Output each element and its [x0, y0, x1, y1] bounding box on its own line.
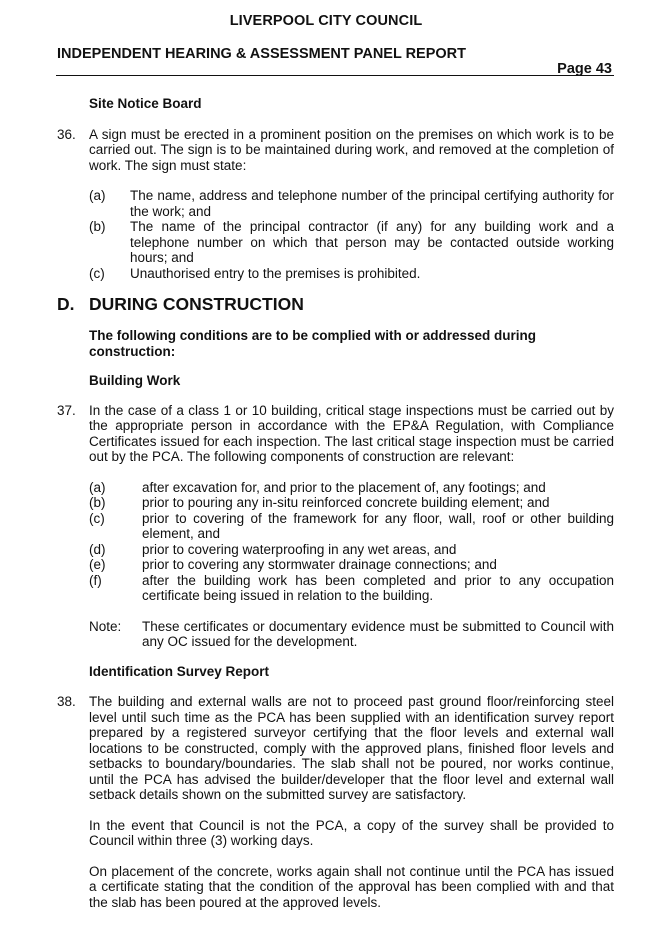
note: [89, 619, 614, 650]
condition-36-text: A sign must be erected in a prominent position on the premises on which work is to be carried out. The sign is to be maintained during work, and removed at the completion of work. The sign must state:: [89, 126, 614, 173]
item-letter: (a): [89, 188, 106, 203]
item-text: The name, address and telephone number of the principal certifying authority for the work; and: [130, 188, 614, 219]
item-letter: (b): [89, 219, 106, 234]
list-item: [89, 542, 614, 558]
item-text: prior to covering any stormwater drainage connections; and: [142, 557, 497, 572]
list-item: [89, 188, 614, 219]
list-item: [89, 480, 614, 496]
list-item: [89, 266, 614, 282]
section-letter: D.: [57, 294, 75, 314]
item-letter: (e): [89, 557, 106, 572]
list-item: [89, 573, 614, 604]
item-text: after the building work has been completed and prior to any occupation certificate being issued in relation to the building.: [142, 572, 614, 603]
item-text: prior to pouring any in-situ reinforced concrete building element; and: [142, 495, 550, 510]
condition-36-items: [89, 188, 614, 281]
item-text: The name of the principal contractor (if any) for any building work and a telephone number on which that person may be contacted outside working hours; and: [130, 219, 614, 265]
item-text: after excavation for, and prior to the placement of, any footings; and: [142, 479, 546, 495]
page-number: Page 43: [557, 61, 612, 77]
item-text: Unauthorised entry to the premises is prohibited.: [130, 265, 421, 281]
section-d-intro: The following conditions are to be complied with or addressed during construction:: [89, 328, 537, 359]
note-text: These certificates or documentary evidence must be submitted to Council with any OC issued for the development.: [142, 618, 614, 649]
item-letter: (c): [89, 265, 105, 281]
condition-36: [57, 127, 614, 282]
condition-37-items: [89, 480, 614, 604]
report-title: INDEPENDENT HEARING & ASSESSMENT PANEL REPORT: [57, 46, 467, 62]
heading-identification-survey: Identification Survey Report: [89, 663, 270, 679]
list-item: [89, 495, 614, 511]
condition-text: [89, 127, 614, 282]
section-d-heading: [57, 294, 614, 314]
item-text: prior to covering of the framework for any floor, wall, roof or other building element, and: [142, 510, 614, 541]
condition-38: [57, 694, 614, 803]
condition-number: 36.: [57, 126, 76, 142]
item-letter: (c): [89, 510, 105, 526]
item-letter: (a): [89, 479, 106, 495]
item-letter: (f): [89, 572, 102, 588]
heading-building-work: Building Work: [89, 373, 181, 388]
condition-38-text: The building and external walls are not to proceed past ground floor/reinforcing steel level until such time as the PCA has been supplied with an identification survey report prepared by a registered surveyor certifying that the floor levels and external wall locations to be constructed, comply with the approved plans, finished floor levels and setbacks to boundary/boundaries. The slab shall not be poured, nor works continue, until the PCA has advised the builder/developer that the floor level and external wall setback details shown on the submitted survey are satisfactory.: [89, 694, 614, 802]
list-item: [89, 511, 614, 542]
note-label: Note:: [89, 618, 122, 634]
heading-site-notice-board: Site Notice Board: [89, 96, 202, 111]
condition-38-paragraph-3: On placement of the concrete, works again shall not continue until the PCA has issued a certificate stating that the condition of the approval has been complied with and that the slab has been poured at the approved levels.: [89, 863, 614, 910]
condition-number: 37.: [57, 402, 76, 418]
item-letter: (d): [89, 541, 106, 557]
council-name: LIVERPOOL CITY COUNCIL: [229, 13, 423, 29]
condition-text: [89, 403, 614, 650]
condition-38-paragraph-2: In the event that Council is not the PCA, a copy of the survey shall be provided to Council within three (3) working days.: [89, 817, 614, 848]
condition-37-text: In the case of a class 1 or 10 building, critical stage inspections must be carried out by the appropriate person in accordance with the EP&A Regulation, with Compliance Certificates issued for each inspection. The last critical stage inspection must be carried out by the PCA. The following components of construction are relevant:: [89, 402, 614, 464]
list-item: [89, 557, 614, 573]
item-text: prior to covering waterproofing in any wet areas, and: [142, 541, 457, 557]
header-rule: [56, 75, 614, 76]
report-body: [57, 96, 614, 910]
list-item: [89, 219, 614, 266]
condition-number: 38.: [57, 694, 76, 709]
item-letter: (b): [89, 495, 106, 510]
section-title: DURING CONSTRUCTION: [89, 294, 304, 314]
condition-37: [57, 403, 614, 650]
